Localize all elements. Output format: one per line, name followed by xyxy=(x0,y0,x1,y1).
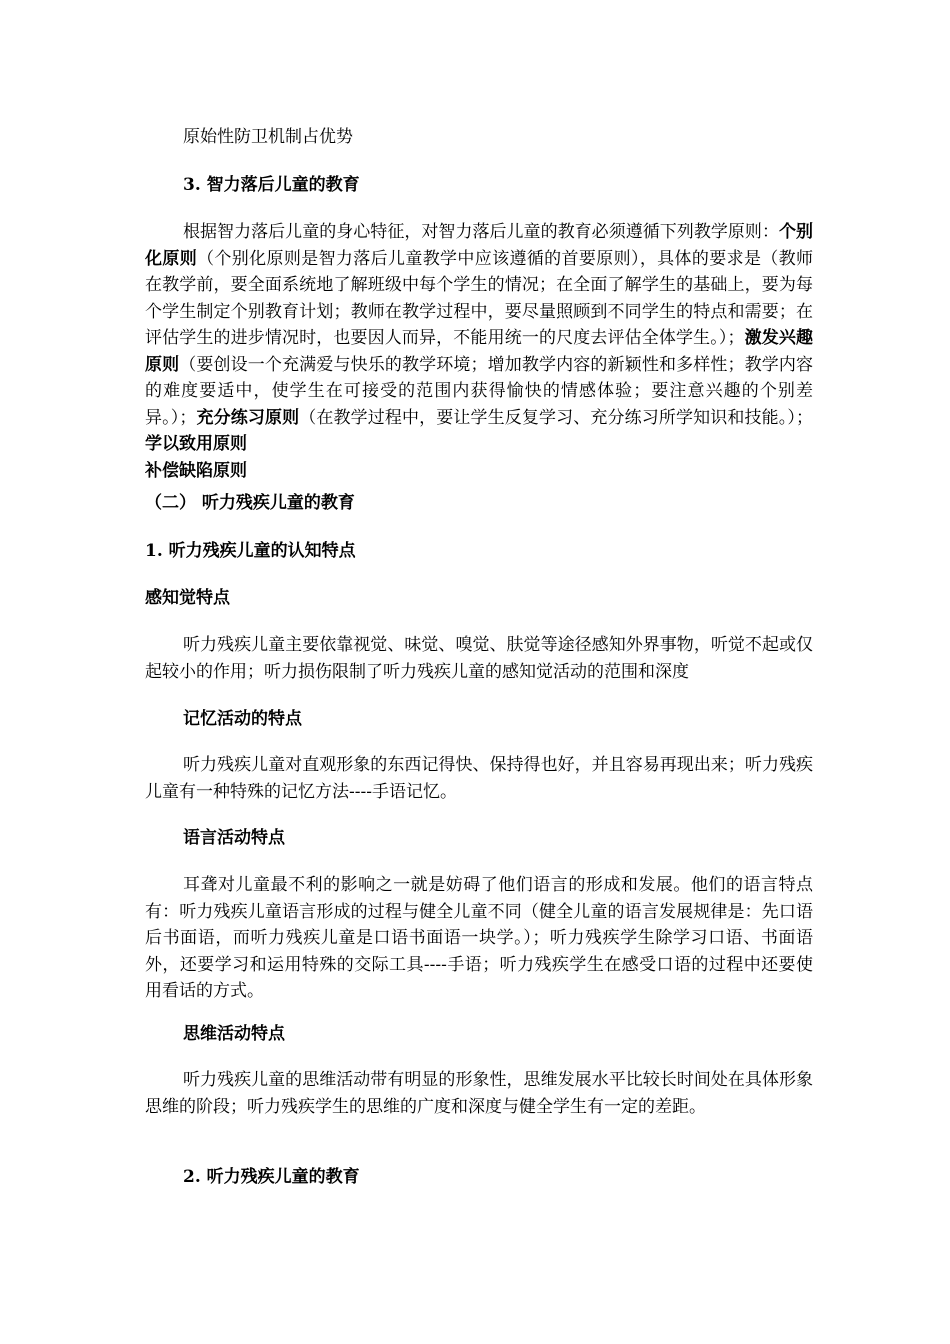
thinking-paragraph: 听力残疾儿童的思维活动带有明显的形象性，思维发展水平比较长时间处在具体形象思维的阶段；听力残疾学生的思维的广度和深度与健全学生有一定的差距。 xyxy=(145,1070,813,1117)
principle-interest-detail: （要创设一个充满爱与快乐的教学环境；增加教学内容的新颖性和多样性；教学内容的难度要适中，使学生在可接受的范围内获得愉快的情感体验；要注意兴趣的个别差异。）； xyxy=(145,354,814,428)
principles-paragraph xyxy=(145,219,813,484)
principle-application: 学以致用原则 xyxy=(145,434,247,454)
language-paragraph: 耳聋对儿童最不利的影响之一就是妨碍了他们语言的形成和发展。他们的语言特点有：听力残疾儿童语言形成的过程与健全儿童不同（健全儿童的语言发展规律是：先口语后书面语，而听力残疾儿童是口语书面语一块学。）；听力残疾学生除学习口语、书面语外，还要学习和运用特殊的交际工具----手语；听力残疾学生在感受口语的过程中还要使用看话的方式。 xyxy=(145,875,813,1001)
heading-language: 语言活动特点 xyxy=(183,828,285,848)
heading-memory: 记忆活动的特点 xyxy=(183,709,302,729)
principle-compensation: 补偿缺陷原则 xyxy=(145,460,247,481)
principle-practice: 充分练习原则 xyxy=(196,407,300,428)
section-heading-cognitive: 1. 听力残疾儿童的认知特点 xyxy=(145,541,356,561)
section-heading-hearing-edu: 2. 听力残疾儿童的教育 xyxy=(183,1167,360,1187)
heading-perception: 感知觉特点 xyxy=(145,588,230,608)
principles-intro: 根据智力落后儿童的身心特征，对智力落后儿童的教育必须遵循下列教学原则： xyxy=(183,222,779,242)
principle-interest: 激发兴趣原则 xyxy=(145,328,814,375)
memory-paragraph: 听力残疾儿童对直观形象的东西记得快、保持得也好，并且容易再现出来；听力残疾儿童有一种特殊的记忆方法----手语记忆。 xyxy=(145,755,813,802)
section-heading-mental-edu: 3. 智力落后儿童的教育 xyxy=(183,175,360,195)
principle-individualized-detail: （个别化原则是智力落后儿童教学中应该遵循的首要原则），具体的要求是（教师在教学前，要全面系统地了解班级中每个学生的情况；在全面了解学生的基础上，要为每个学生制定个别教育计划；教师在教学过程中，要尽量照顾到不同学生的特点和需要；在评估学生的进步情况时，也要因人而异，不能用统一的尺度去评估全体学生。）； xyxy=(145,248,814,348)
heading-thinking: 思维活动特点 xyxy=(183,1024,285,1044)
defense-mechanism-line: 原始性防卫机制占优势 xyxy=(183,127,353,147)
principle-individualized: 个别化原则 xyxy=(145,222,814,269)
principle-practice-detail: （在教学过程中，要让学生反复学习、充分练习所学知识和技能。）； xyxy=(299,407,813,428)
perception-paragraph: 听力残疾儿童主要依靠视觉、味觉、嗅觉、肤觉等途径感知外界事物，听觉不起或仅起较小的作用；听力损伤限制了听力残疾儿童的感知觉活动的范围和深度 xyxy=(145,635,813,682)
section-heading-hearing: （二） 听力残疾儿童的教育 xyxy=(145,493,355,513)
